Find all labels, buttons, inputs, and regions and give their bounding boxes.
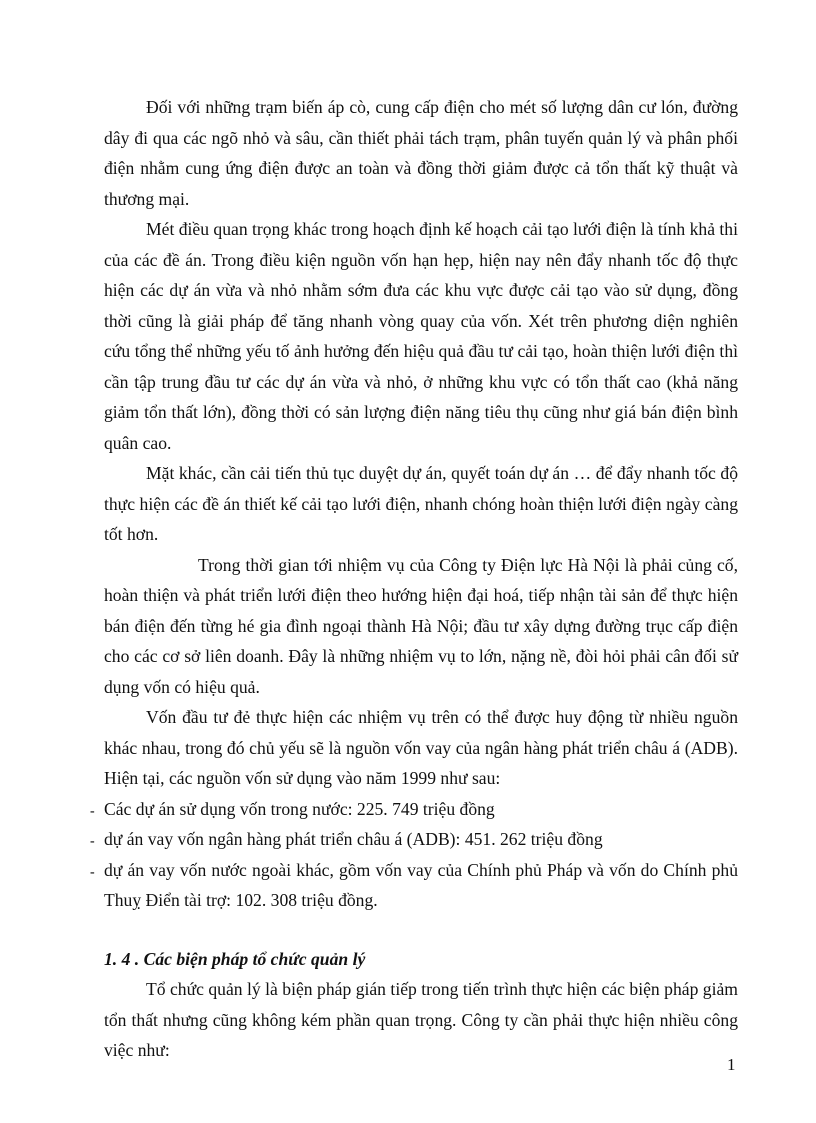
- list-item-text: dự án vay vốn nước ngoài khác, gồm vốn vay của Chính phủ Pháp và vốn do Chính phủ Thuỵ Điển tài trợ: 102. 308 triệu đồng.: [104, 859, 738, 910]
- list-item-text: Các dự án sử dụng vốn trong nước: 225. 749 triệu đồng: [104, 798, 495, 819]
- bullet-marker: -: [90, 864, 95, 880]
- section-heading: 1. 4 . Các biện pháp tổ chức quản lý: [104, 948, 366, 969]
- funding-list: [90, 794, 738, 916]
- bullet-marker: -: [90, 803, 95, 819]
- paragraph-1: Đối với những trạm biến áp cò, cung cấp điện cho mét số lượng dân cư lón, đường dây đi qua các ngõ nhỏ và sâu, cần thiết phải tách trạm, phân tuyến quản lý và phân phối điện nhằm cung ứng điện được an toàn và đồng thời giảm được cả tổn thất kỹ thuật và thương mại.: [104, 97, 738, 209]
- bullet-marker: -: [90, 834, 95, 849]
- list-item: [90, 855, 738, 916]
- section-paragraph: Tổ chức quản lý là biện pháp gián tiếp trong tiến trình thực hiện các biện pháp giảm tổn thất nhưng cũng không kém phần quan trọng. Công ty cần phải thực hiện nhiều công việc như:: [104, 979, 738, 1060]
- page-number: 1: [727, 1055, 736, 1074]
- list-item: [90, 794, 738, 825]
- list-item: [90, 824, 738, 855]
- paragraph-4: Trong thời gian tới nhiệm vụ của Công ty Điện lực Hà Nội là phải củng cố, hoàn thiện và phát triển lưới điện theo hướng hiện đại hoá, tiếp nhận tài sản để thực hiện bán điện đến từng hé gia đình ngoại thành Hà Nội; đầu tư xây dựng đường trục cấp điện cho các cơ sở liên doanh. Đây là những nhiệm vụ to lớn, nặng nề, đòi hỏi phải cân đối sử dụng vốn có hiệu quả.: [104, 554, 738, 697]
- paragraph-5: Vốn đầu tư đẻ thực hiện các nhiệm vụ trên có thể được huy động từ nhiều nguồn khác nhau, trong đó chủ yếu sẽ là nguồn vốn vay của ngân hàng phát triển châu á (ADB). Hiện tại, các nguồn vốn sử dụng vào năm 1999 như sau:: [104, 707, 738, 788]
- paragraph-2: Mét điều quan trọng khác trong hoạch định kế hoạch cải tạo lưới điện là tính khả thi của các đề án. Trong điều kiện nguồn vốn hạn hẹp, hiện nay nên đẩy nhanh tốc độ thực hiện các dự án vừa và nhỏ nhằm sớm đưa các khu vực được cải tạo vào sử dụng, đồng thời cũng là giải pháp để tăng nhanh vòng quay của vốn. Xét trên phương diện nghiên cứu tổng thể những yếu tố ảnh hưởng đến hiệu quả đầu tư cải tạo, hoàn thiện lưới điện thì cần tập trung đầu tư các dự án vừa và nhỏ, ở những khu vực có tổn thất cao (khả năng giảm tổn thất lớn), đồng thời có sản lượng điện năng tiêu thụ cũng như giá bán điện bình quân cao.: [104, 219, 738, 453]
- list-item-text: dự án vay vốn ngân hàng phát triển châu á (ADB): 451. 262 triệu đồng: [104, 829, 603, 849]
- paragraph-3: Mặt khác, cần cải tiến thủ tục duyệt dự án, quyết toán dự án … để đẩy nhanh tốc độ thực hiện các đề án thiết kế cải tạo lưới điện, nhanh chóng hoàn thiện lưới điện ngày càng tốt hơn.: [104, 463, 738, 544]
- document-body: [90, 92, 738, 1066]
